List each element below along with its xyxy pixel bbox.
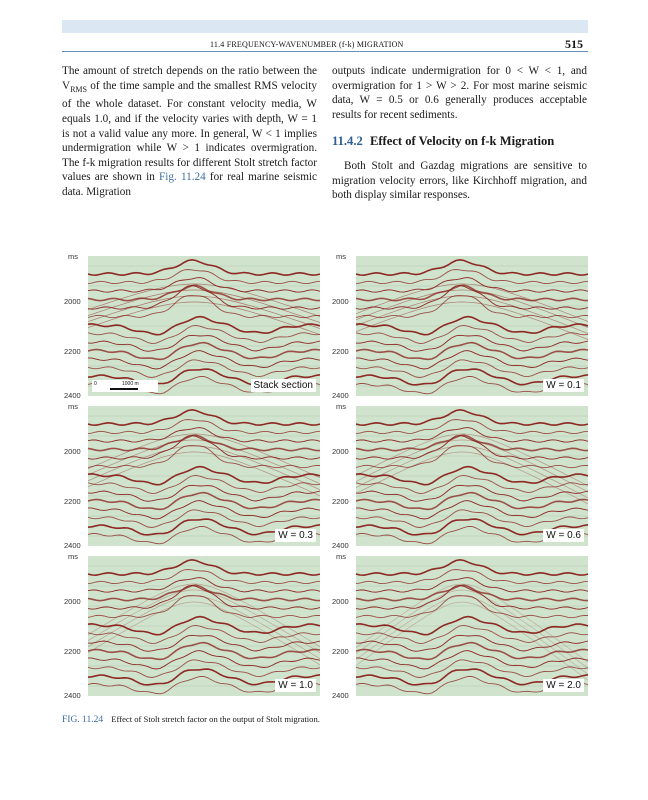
section-number: 11.4.2 <box>332 134 363 149</box>
tick-label: 2200 <box>332 347 349 356</box>
axis-unit-label: ms <box>336 552 346 561</box>
tick-label: 2000 <box>64 597 81 606</box>
tick-label: 2400 <box>64 691 81 700</box>
seismic-panel <box>356 556 588 696</box>
panel-label: W = 2.0 <box>543 679 584 692</box>
header-bar <box>62 20 588 33</box>
seismic-section-image <box>88 256 320 396</box>
figure-caption <box>62 714 320 725</box>
tick-label: 2000 <box>64 297 81 306</box>
axis-unit-label: ms <box>68 402 78 411</box>
seismic-section-image <box>88 406 320 546</box>
tick-label: 2200 <box>332 647 349 656</box>
right-column <box>332 64 587 203</box>
tick-label: 2200 <box>64 347 81 356</box>
seismic-panel <box>88 256 320 396</box>
seismic-section-image <box>356 556 588 696</box>
seismic-panel <box>88 406 320 546</box>
panel-label: W = 0.3 <box>275 529 316 542</box>
tick-label: 2200 <box>332 497 349 506</box>
tick-label: 2400 <box>332 541 349 550</box>
seismic-section-image <box>356 406 588 546</box>
tick-label: 2000 <box>64 447 81 456</box>
scale-bar-end: 1000 m <box>122 381 139 387</box>
axis-unit-label: ms <box>336 252 346 261</box>
seismic-figure <box>60 248 590 708</box>
tick-label: 2000 <box>332 447 349 456</box>
tick-label: 2400 <box>332 691 349 700</box>
figure-id: FIG. 11.24 <box>62 715 104 725</box>
panel-label: Stack section <box>251 379 316 392</box>
panel-label: W = 0.1 <box>543 379 584 392</box>
panel-label: W = 0.6 <box>543 529 584 542</box>
seismic-panel <box>356 406 588 546</box>
seismic-section-image <box>88 556 320 696</box>
section-title: Effect of Velocity on f-k Migration <box>369 134 555 149</box>
tick-label: 2400 <box>332 391 349 400</box>
axis-unit-label: ms <box>68 252 78 261</box>
paragraph: Both Stolt and Gazdag migrations are sensitive to migration velocity errors, like Kirchhoff migration, and both display similar responses. <box>332 159 587 202</box>
axis-unit-label: ms <box>336 402 346 411</box>
section-heading <box>332 134 587 149</box>
figure-link[interactable]: Fig. 11.24 <box>159 171 206 184</box>
caption-text: Effect of Stolt stretch factor on the output of Stolt migration. <box>111 714 320 724</box>
running-head: 11.4 FREQUENCY-WAVENUMBER (f-k) MIGRATION <box>210 40 404 49</box>
page-number: 515 <box>565 37 583 51</box>
tick-label: 2000 <box>332 297 349 306</box>
paragraph: outputs indicate undermigration for 0 < W < 1, and overmigration for 1 > W > 2. For most marine seismic data, W = 0.5 or 0.6 generally produces acceptable results for recent sediments. <box>332 65 587 121</box>
panel-label: W = 1.0 <box>275 679 316 692</box>
paragraph: The amount of stretch depends on the ratio between the $V_{RMS}$ of the time sample and the smallest RMS velocity of the whole dataset. For constant velocity media, W equals 1.0, and if the velocity varies with depth, W = 1 is not a valid value any more. In general, W < 1 implies undermigration while W > 1 indicates overmigration. The f-k migration results for different Stolt stretch factor values are shown in Fig. 11.24 for real marine seismic data. Migration <box>62 65 318 198</box>
left-column <box>62 64 317 200</box>
tick-label: 2200 <box>64 497 81 506</box>
seismic-section-image <box>356 256 588 396</box>
seismic-panel <box>356 256 588 396</box>
tick-label: 2000 <box>332 597 349 606</box>
axis-unit-label: ms <box>68 552 78 561</box>
scale-bar-start: 0 <box>94 381 97 387</box>
tick-label: 2400 <box>64 391 81 400</box>
tick-label: 2200 <box>64 647 81 656</box>
scale-bar-line <box>110 388 138 390</box>
scale-bar <box>92 380 158 392</box>
seismic-panel <box>88 556 320 696</box>
tick-label: 2400 <box>64 541 81 550</box>
